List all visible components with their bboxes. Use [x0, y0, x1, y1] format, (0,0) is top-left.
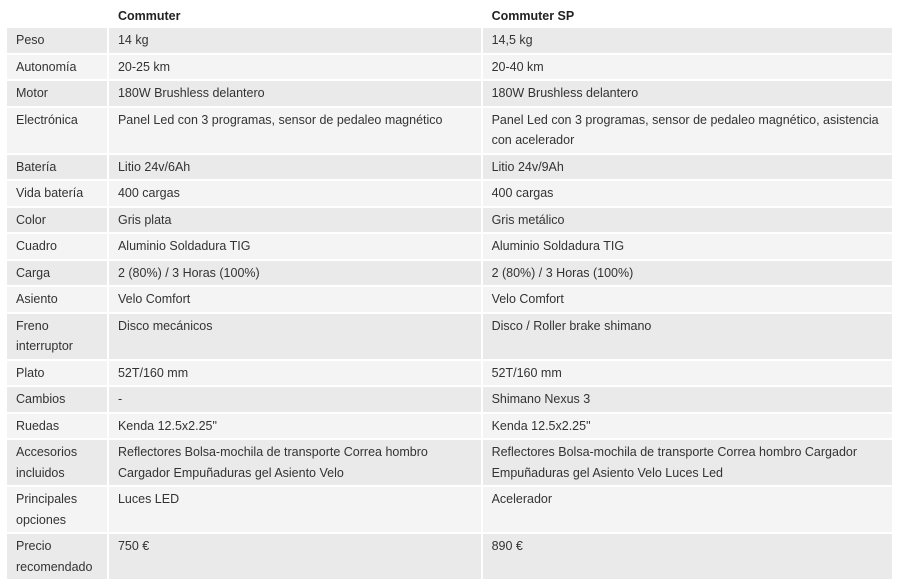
row-label: Carga [7, 261, 109, 286]
header-blank-cell [7, 6, 109, 26]
row-label: Autonomía [7, 55, 109, 80]
row-label: Cuadro [7, 234, 109, 259]
commuter-sp-value: 890 € [483, 534, 892, 579]
header-commuter-sp: Commuter SP [483, 6, 892, 26]
commuter-value: 2 (80%) / 3 Horas (100%) [109, 261, 483, 286]
commuter-sp-value: 400 cargas [483, 181, 892, 206]
commuter-value: Litio 24v/6Ah [109, 155, 483, 180]
table-row [7, 28, 892, 53]
row-label: Plato [7, 361, 109, 386]
row-label: Cambios [7, 387, 109, 412]
row-label: Vida batería [7, 181, 109, 206]
table-row [7, 55, 892, 80]
commuter-value: 20-25 km [109, 55, 483, 80]
commuter-sp-value: Kenda 12.5x2.25" [483, 414, 892, 439]
row-label: Precio recomendado [7, 534, 109, 579]
table-row [7, 81, 892, 106]
table-row [7, 287, 892, 312]
table-row [7, 387, 892, 412]
table-row [7, 414, 892, 439]
commuter-value: Panel Led con 3 programas, sensor de pedaleo magnético [109, 108, 483, 153]
row-label: Peso [7, 28, 109, 53]
table-body [7, 28, 892, 579]
commuter-value: 750 € [109, 534, 483, 579]
commuter-value: Disco mecánicos [109, 314, 483, 359]
table-row [7, 314, 892, 359]
commuter-value: 14 kg [109, 28, 483, 53]
table-row [7, 440, 892, 485]
commuter-sp-value: Acelerador [483, 487, 892, 532]
table-row [7, 181, 892, 206]
commuter-value: 400 cargas [109, 181, 483, 206]
commuter-value: Reflectores Bolsa-mochila de transporte Correa hombro Cargador Empuñaduras gel Asiento Velo [109, 440, 483, 485]
commuter-value: - [109, 387, 483, 412]
commuter-sp-value: Litio 24v/9Ah [483, 155, 892, 180]
row-label: Accesorios incluidos [7, 440, 109, 485]
row-label: Color [7, 208, 109, 233]
table-row [7, 487, 892, 532]
commuter-value: Gris plata [109, 208, 483, 233]
table-row [7, 534, 892, 579]
row-label: Asiento [7, 287, 109, 312]
row-label: Electrónica [7, 108, 109, 153]
commuter-sp-value: 20-40 km [483, 55, 892, 80]
row-label: Batería [7, 155, 109, 180]
header-row [7, 6, 892, 26]
commuter-value: Velo Comfort [109, 287, 483, 312]
commuter-value: 180W Brushless delantero [109, 81, 483, 106]
commuter-sp-value: Velo Comfort [483, 287, 892, 312]
commuter-sp-value: Aluminio Soldadura TIG [483, 234, 892, 259]
table-row [7, 208, 892, 233]
commuter-sp-value: Gris metálico [483, 208, 892, 233]
table-header [7, 6, 892, 26]
commuter-sp-value: 2 (80%) / 3 Horas (100%) [483, 261, 892, 286]
row-label: Freno interruptor [7, 314, 109, 359]
spec-comparison-table [7, 4, 892, 581]
commuter-value: Kenda 12.5x2.25" [109, 414, 483, 439]
commuter-sp-value: Panel Led con 3 programas, sensor de pedaleo magnético, asistencia con acelerador [483, 108, 892, 153]
table-row [7, 155, 892, 180]
commuter-sp-value: Reflectores Bolsa-mochila de transporte Correa hombro Cargador Empuñaduras gel Asiento Velo Luces Led [483, 440, 892, 485]
row-label: Ruedas [7, 414, 109, 439]
table-row [7, 361, 892, 386]
row-label: Principales opciones [7, 487, 109, 532]
commuter-value: Luces LED [109, 487, 483, 532]
table-row [7, 234, 892, 259]
commuter-sp-value: 14,5 kg [483, 28, 892, 53]
table-row [7, 261, 892, 286]
commuter-sp-value: 180W Brushless delantero [483, 81, 892, 106]
commuter-value: Aluminio Soldadura TIG [109, 234, 483, 259]
header-commuter: Commuter [109, 6, 483, 26]
commuter-value: 52T/160 mm [109, 361, 483, 386]
commuter-sp-value: Shimano Nexus 3 [483, 387, 892, 412]
commuter-sp-value: Disco / Roller brake shimano [483, 314, 892, 359]
table-row [7, 108, 892, 153]
row-label: Motor [7, 81, 109, 106]
commuter-sp-value: 52T/160 mm [483, 361, 892, 386]
